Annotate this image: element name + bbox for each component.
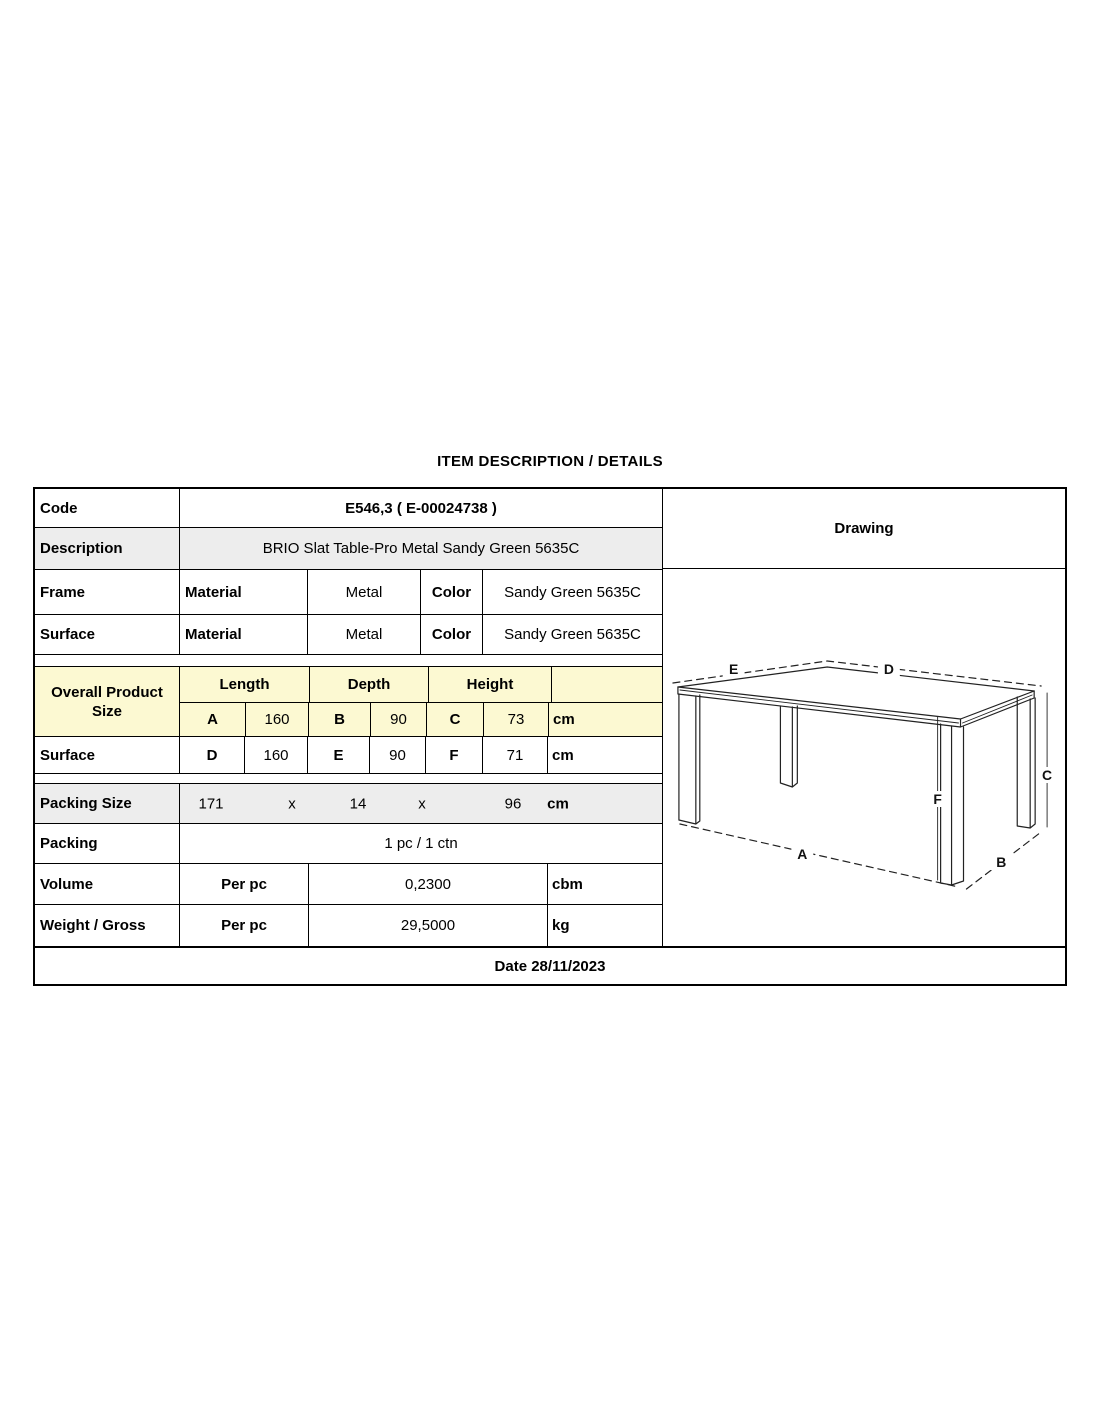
surface-color-label: Color	[420, 615, 482, 654]
spacer-row	[35, 654, 662, 666]
surface-size-unit: cm	[547, 737, 662, 773]
dim-f-key: F	[425, 737, 482, 773]
date-row: Date 28/11/2023	[35, 946, 1065, 984]
dim-d-key: D	[179, 737, 244, 773]
dim-f-value: 71	[482, 737, 547, 773]
frame-label: Frame	[40, 583, 86, 601]
page-title: ITEM DESCRIPTION / DETAILS	[437, 453, 663, 470]
packing-size-length: 171	[198, 795, 224, 812]
dim-c-value: 73	[483, 703, 548, 736]
dim-a-value: 160	[245, 703, 308, 736]
surface-size-label: Surface	[40, 746, 96, 764]
packing-value: 1 pc / 1 ctn	[179, 824, 662, 863]
overall-size-block	[35, 666, 662, 736]
surface-material-value: Metal	[307, 615, 420, 654]
size-header-empty	[551, 667, 662, 702]
overall-size-columns	[179, 667, 662, 736]
drawing-label-e: E	[729, 660, 739, 678]
dim-b-value: 90	[370, 703, 426, 736]
frame-color-value: Sandy Green 5635C	[482, 570, 662, 614]
surface-row	[35, 614, 662, 654]
tabletop-inner-edge	[680, 690, 1032, 723]
overall-size-label-line1: Overall Product	[51, 683, 163, 701]
code-label: Code	[40, 499, 78, 517]
volume-per-label: Per pc	[179, 864, 308, 904]
packing-size-unit: cm	[547, 795, 569, 812]
description-value: BRIO Slat Table-Pro Metal Sandy Green 5635C	[179, 528, 662, 569]
surface-color-value: Sandy Green 5635C	[482, 615, 662, 654]
description-row	[35, 527, 662, 569]
weight-per-label: Per pc	[179, 905, 308, 946]
frame-color-label: Color	[420, 570, 482, 614]
drawing-label-f: F	[933, 790, 942, 808]
size-header-length: Length	[219, 676, 270, 694]
dim-line-a	[680, 824, 959, 887]
frame-material-value: Metal	[307, 570, 420, 614]
code-value: E546,3 ( E-00024738 )	[179, 489, 662, 527]
packing-size-row	[35, 783, 662, 823]
volume-label: Volume	[40, 875, 94, 893]
size-header-depth: Depth	[309, 667, 428, 702]
size-value-row	[180, 702, 662, 736]
packing-label: Packing	[40, 835, 98, 852]
spec-columns-left	[35, 489, 662, 946]
dim-e-value: 90	[369, 737, 425, 773]
back-left-leg	[780, 706, 797, 787]
spacer-row	[35, 773, 662, 783]
drawing-label-b: B	[996, 853, 1007, 871]
spec-table-main	[35, 489, 1065, 946]
code-row	[35, 489, 662, 527]
weight-unit: kg	[547, 905, 662, 946]
dim-d-value: 160	[244, 737, 307, 773]
volume-row	[35, 863, 662, 904]
front-left-leg	[679, 694, 700, 824]
drawing-canvas	[663, 569, 1065, 946]
volume-unit: cbm	[547, 864, 662, 904]
packing-size-depth: 14	[349, 795, 367, 812]
surface-label: Surface	[40, 626, 96, 643]
overall-size-label-line2: Size	[91, 702, 122, 720]
frame-material-label: Material	[179, 570, 307, 614]
drawing-label-c: C	[1042, 766, 1053, 784]
dim-a-key: A	[207, 711, 218, 729]
weight-label: Weight / Gross	[40, 917, 146, 934]
spec-table	[33, 487, 1067, 986]
packing-size-times-1: x	[288, 795, 296, 812]
frame-row	[35, 569, 662, 614]
drawing-header: Drawing	[663, 489, 1065, 569]
packing-size-values	[179, 784, 662, 823]
overall-size-unit: cm	[548, 703, 662, 736]
drawing-label-a: A	[797, 845, 808, 863]
volume-value: 0,2300	[308, 864, 547, 904]
drawing-label-d: D	[883, 660, 894, 678]
surface-size-row	[35, 736, 662, 773]
surface-material-label: Material	[179, 615, 307, 654]
overall-size-label	[35, 667, 179, 736]
drawing-column	[662, 489, 1065, 946]
packing-size-label: Packing Size	[40, 795, 132, 812]
dim-b-key: B	[308, 703, 370, 736]
size-header-height: Height	[428, 667, 551, 702]
weight-value: 29,5000	[308, 905, 547, 946]
dim-e-key: E	[307, 737, 369, 773]
dim-c-key: C	[426, 703, 483, 736]
description-label: Description	[40, 540, 123, 557]
table-line-drawing	[663, 569, 1065, 946]
packing-row	[35, 823, 662, 863]
packing-size-height: 96	[504, 795, 522, 812]
back-right-leg	[1017, 697, 1035, 828]
weight-row	[35, 904, 662, 946]
size-header-row	[180, 667, 662, 702]
packing-size-times-2: x	[418, 795, 426, 812]
